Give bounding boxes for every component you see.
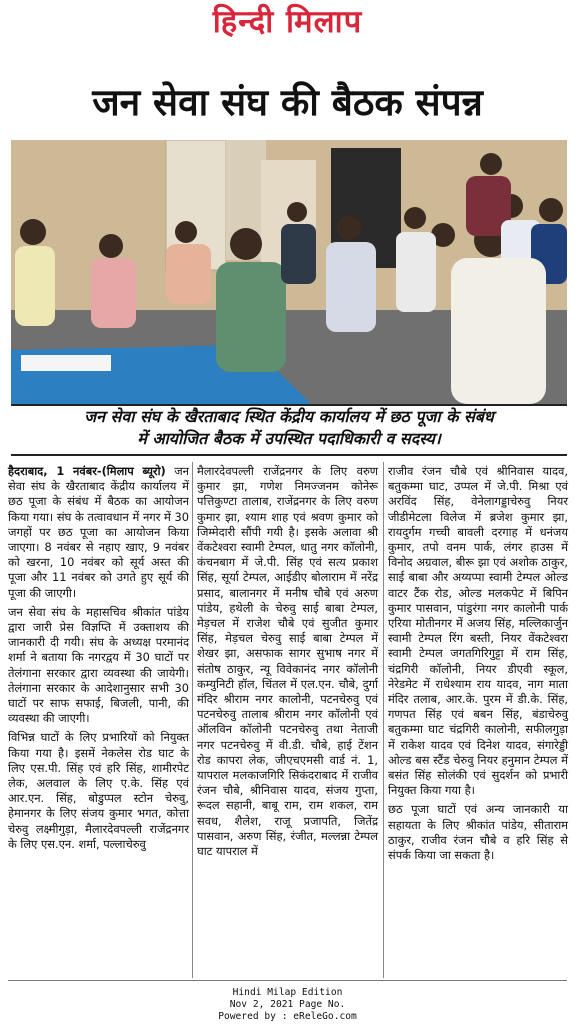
article-paragraph: विभिन्न घाटों के लिए प्रभारियों को नियुक्त किया गया है। इसमें नेकलेस रोड घाट के लिए एस.पी. सिंह एवं हरि सिंह, शामीरपेट लेक, अलवाल के लिए ए.के. सिंह एवं आर.एन. सिंह, बोडुप्पल स्टोन चेरुवु, हेमानगर के लिए संजय कुमार भगत, कोत्ता चेरुवु लक्ष्मीगुड़ा, मैलारदेवपल्ली राजेंद्रनगर के लिए एस.एन. शर्मा, पल्लाचेरुवु: [8, 730, 189, 851]
meeting-photo-illustration: [11, 140, 567, 404]
column-divider: [192, 462, 193, 978]
masthead-title: हिन्दी मिलाप: [212, 4, 363, 40]
footer: [0, 987, 575, 1023]
caption-line-2: में आयोजित बैठक में उपस्थित पदाधिकारी व सदस्य।: [137, 429, 441, 448]
caption-line-1: जन सेवा संघ के खैरताबाद स्थित केंद्रीय कार्यालय में छठ पूजा के संबंध: [84, 407, 494, 426]
news-photo: [11, 140, 567, 404]
column-divider: [383, 462, 384, 978]
footer-powered-by: Powered by : eReleGo.com: [218, 1011, 357, 1022]
footer-divider: [8, 980, 567, 981]
article-column-2: [197, 464, 378, 863]
footer-edition: Hindi Milap Edition: [232, 987, 343, 998]
article-paragraph: राजीव रंजन चौबे एवं श्रीनिवास यादव, बतुकम्मा घाट, उप्पल में जे.पी. मिश्रा एवं अरविंद सिंह, वेनेलागड्डाचेरुवु नियर जीडीमेटला विलेज में ब्रजेश कुमार झा, रायदुर्गम गच्ची बावली दरगाह में धनंजय कुमार, तपो वनम पार्क, लंगर हाउस में विनोद अग्रवाल, बीरू झा एवं अशोक ठाकुर, साई बाबा और अय्यप्पा स्वामी टेम्पल ओल्ड वाटर टैंक रोड, ओल्ड मलकपेट में बिपिन कुमार पासवान, पांडुरंगा नगर कालोनी पार्क एरिया मोतीनगर में अजय सिंह, मल्लिकार्जुन स्वामी टेम्पल रिंग बस्ती, नियर वेंकटेश्वरा स्वामी टेम्पल जगतगिरिगुट्टा में राम सिंह, चंद्रगिरी कॉलोनी, नियर डीएवी स्कूल, नेरेडमेट में राधेश्याम राय यादव, नाग माता मंदिर तलाब, आर.के. पुरम में डी.के. सिंह, गणपत सिंह एवं बबन सिंह, बंडाचेरुवु बतुकम्मा घाट चंद्रगिरी कालोनी, सफीलगुड़ा में राकेश यादव एवं दिनेश यादव, संगारेड्डी ओल्ड बस स्टैंड चेरुवु नियर हनुमान टेम्पल में बसंत सिंह सोलंकी एवं सुदर्शन को प्रभारी नियुक्त किया गया है।: [388, 464, 568, 798]
footer-date: Nov 2, 2021 Page No.: [229, 999, 346, 1010]
article-paragraph: जन सेवा संघ के महासचिव श्रीकांत पांडेय द्वारा जारी प्रेस विज्ञप्ति में उक्ताशय की जानकारी दी गयी। संघ के अध्यक्ष परमानंद शर्मा ने बताया कि नगरद्वय में 30 घाटों पर तेलंगाना सरकार द्वारा व्यवस्था की जायेगी। तेलंगाना सरकार के आदेशानुसार सभी 30 घाटों पर साफ सफाई, बिजली, पानी, की व्यवस्था की जाएगी।: [8, 604, 189, 726]
article-paragraph: मैलारदेवपल्ली राजेंद्रनगर के लिए वरुण कुमार झा, गणेश निमज्जनम कोनेरू पत्तिकुण्टा तालाब, राजेंद्रनगर के लिए वरुण कुमार झा, श्याम शाह एवं श्रवण कुमार को जिम्मेदारी सौंपी गयी है। इसके अलावा श्री वेंकटेश्वरा स्वामी टेम्पल, धातु नगर कॉलोनी, कंचनबाग में जे.पी. सिंह एवं सत्य प्रकाश सिंह, सूर्या टेम्पल, आईडीए बोलाराम में नरेंद्र प्रसाद, बालानगर में मनीष चौबे एवं अरुण पांडेय, हथेली के चेरुवु साई बाबा टेम्पल, मेड़चल में राजेश चौबे एवं सुजीत कुमार सिंह, मेड़चल चेरुवु साई बाबा टेम्पल में शेखर झा, असफाक सागर सुभाष नगर में संतोष ठाकुर, न्यू विवेकानंद नगर कॉलोनी कम्युनिटी हॉल, चिंतल में एल.एन. चौबे, दुर्गा मंदिर श्रीराम नगर कालोनी, पटनचेरुवु एवं पटनचेरुवु तालाब श्रीराम नगर कॉलोनी एवं ऑलविन कॉलोनी पटनचेरुवु तथा नेताजी नगर पटनचेरुवु में वी.डी. चौबे, हाई टेंशन रोड कापरा लेक, जीएचएमसी वार्ड नं. 1, यापराल मलकाजगिरि सिकंदराबाद में राजीव रंजन चौबे, श्रीनिवास यादव, संजय गुप्ता, रूदल सहानी, बाबू राम, राम शकल, राम सवध, शैलेश, राजू प्रजापति, जितेंद्र पासवान, अरुण सिंह, रंजीत, मल्लन्ना टेम्पल घाट यापराल में: [197, 464, 378, 859]
article-column-3: [388, 464, 568, 867]
article-column-1: [8, 464, 189, 856]
dateline: हैदराबाद, 1 नवंबर-(मिलाप ब्यूरो): [8, 464, 166, 478]
headline: जन सेवा संघ की बैठक संपन्न: [92, 81, 483, 124]
masthead: [0, 0, 575, 44]
photo-caption: [11, 404, 567, 456]
article-paragraph: छठ पूजा घाटों एवं अन्य जानकारी या सहायता के लिए श्रीकांत पांडेय, सीताराम ठाकुर, राजीव रंजन चौबे व हरि सिंह से संपर्क किया जा सकता है।: [388, 802, 568, 863]
article-paragraph: हैदराबाद, 1 नवंबर-(मिलाप ब्यूरो) जन सेवा संघ के खैरताबाद केंद्रीय कार्यालय में छठ पूजा के संबंध में बैठक का आयोजन किया गया। संघ के तत्वावधान में नगर में 30 जगहों पर छठ पूजा का आयोजन किया जाएगा। 8 नवंबर से नहाए खाए, 9 नवंबर को खरना, 10 नवंबर को सूर्य अस्त की पूजा और 11 नवंबर को उगते हुए सूर्य की पूजा की जाएगी।: [8, 464, 189, 600]
